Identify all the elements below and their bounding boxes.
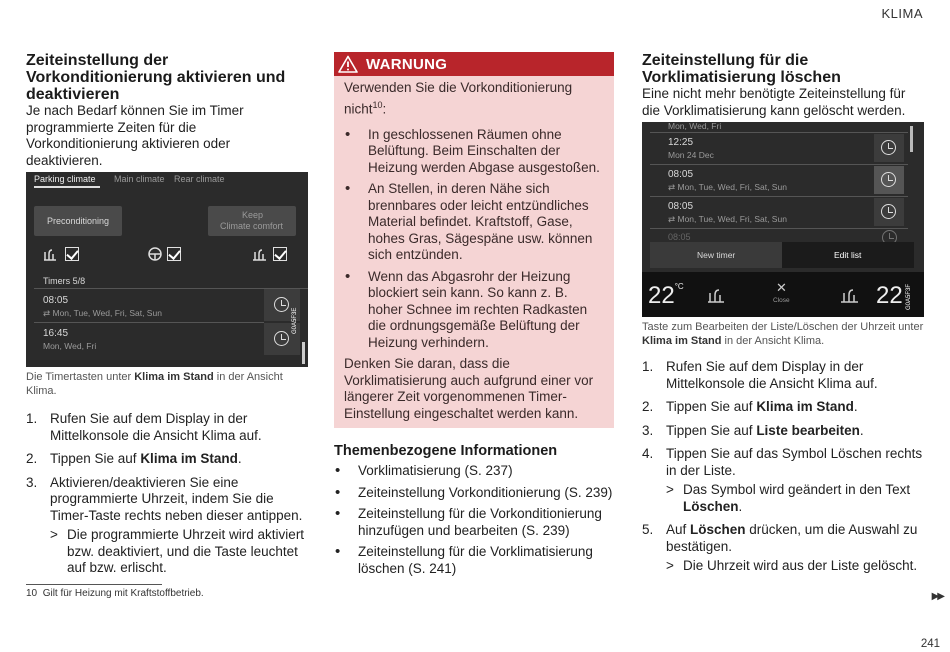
timers-count: Timers 5/8 <box>43 276 86 286</box>
warning-bullets <box>344 127 604 352</box>
rear-seat-heat-icon <box>838 286 862 304</box>
steps-list <box>26 411 308 577</box>
timer-clock-icon <box>881 140 896 155</box>
section-activate-timer <box>26 52 308 584</box>
image-caption: Taste zum Bearbeiten der Liste/Löschen der Uhrzeit unter Klima im Stand in der Ansicht Klima. <box>642 321 924 347</box>
row1-timer-button <box>874 134 904 162</box>
section-title: Zeiteinstellung der Vorkonditionierung aktivieren und deaktivieren <box>26 52 286 103</box>
image-caption: Die Timertasten unter Klima im Stand in der Ansicht Klima. <box>26 371 283 397</box>
climate-bar <box>642 272 924 317</box>
divider <box>650 132 908 133</box>
keep-climate-button <box>208 206 296 236</box>
warning-intro: Verwenden Sie die Vorkonditionierung nicht$^{10}$: <box>344 80 573 116</box>
related-link[interactable]: • Zeiteinstellung für die Vorkonditionierung hinzufügen und bearbeiten (S. 239) <box>334 506 614 539</box>
timer-list-screen-image <box>642 122 924 317</box>
checkbox-rear-seat-heat <box>273 247 287 261</box>
related-links <box>334 463 614 577</box>
row3-days: ⇄ Mon, Tue, Wed, Fri, Sat, Sun <box>668 214 787 224</box>
timer2-time: 16:45 <box>43 328 69 339</box>
timer2-days: Mon, Wed, Fri <box>43 341 97 351</box>
row4-time: 08:05 <box>668 232 691 242</box>
scrollbar <box>302 342 305 364</box>
step-result: > Die programmierte Uhrzeit wird aktiviert bzw. deaktiviert, und die Taste leuchtet auf bzw. erlischt. <box>50 527 305 575</box>
timer-clock-icon <box>881 204 896 219</box>
row2-timer-button <box>874 166 904 194</box>
steps-list <box>642 359 924 575</box>
warning-bullet: • An Stellen, in deren Nähe sich brennbares oder leicht entzündliches Material befindet. Kraftstoff, Gase, hohes Gras, Sägespäne usw. können sich entzünden. <box>344 181 604 264</box>
related-info <box>334 443 614 577</box>
footnote: 10 Gilt für Heizung mit Kraftstoffbetrieb. <box>26 588 204 599</box>
warning-header <box>334 52 614 76</box>
climate-screen-image <box>26 172 308 367</box>
chapter-title: KLIMA <box>881 6 923 21</box>
step-result: > Die Uhrzeit wird aus der Liste gelöscht. <box>666 558 918 573</box>
section-title: Zeiteinstellung für die Vorklimatisierung löschen <box>642 52 841 86</box>
close-icon: ✕ <box>776 280 787 295</box>
timer1-time: 08:05 <box>43 295 69 306</box>
keep-label: Keep <box>242 210 264 220</box>
divider <box>650 164 908 165</box>
temp-right: 22 <box>876 282 903 309</box>
warning-body <box>334 76 614 428</box>
checkbox-steering-heat <box>167 247 181 261</box>
close-label: Close <box>773 297 790 304</box>
image-code: G0A5F3F <box>906 283 912 310</box>
timer-clock-icon <box>274 331 289 346</box>
row3-timer-button <box>874 198 904 226</box>
step: 3. Tippen Sie auf Liste bearbeiten. <box>642 422 864 438</box>
preconditioning-button <box>34 206 122 236</box>
section-lead: Eine nicht mehr benötigte Zeiteinstellung für die Vorklimatisierung kann gelöscht werden. <box>642 86 906 118</box>
step: 1. Rufen Sie auf dem Display in der Mittelkonsole die Ansicht Klima auf. <box>26 411 262 443</box>
timer-clock-icon <box>274 297 289 312</box>
warning-title: WARNUNG <box>366 55 448 73</box>
divider <box>34 322 264 323</box>
warning-bullet: • In geschlossenen Räumen ohne Belüftung. Beim Einschalten der Heizung werden Abgase ausgestoßen. <box>344 127 604 177</box>
warning-outro: Denken Sie daran, dass die Vorklimatisierung auch aufgrund einer vor längerer Zeit vorgenommenen Timer-Einstellung eingeschaltet werden kann. <box>344 356 594 421</box>
edit-list-label: Edit list <box>834 250 862 260</box>
step: 5. Auf Löschen drücken, um die Auswahl zu bestätigen. > Die Uhrzeit wird aus der Liste gelöscht. <box>642 522 924 575</box>
step: 3. Aktivieren/deaktivieren Sie eine programmierte Uhrzeit, indem Sie die Timer-Taste rechts neben dieser antippen. > Die programmierte Uhrzeit wird aktiviert bzw. deaktiviert, und die Taste leuchtet auf bzw. erlischt. <box>26 475 308 577</box>
steering-heat-icon <box>146 246 164 262</box>
divider <box>650 196 908 197</box>
row2-days: ⇄ Mon, Tue, Wed, Fri, Sat, Sun <box>668 182 787 192</box>
edit-list-button <box>782 242 914 268</box>
divider <box>650 228 908 229</box>
step: 1. Rufen Sie auf dem Display in der Mittelkonsole die Ansicht Klima auf. <box>642 359 878 391</box>
row1-time: 12:25 <box>668 137 694 148</box>
tab-rear-climate: Rear climate <box>174 174 225 184</box>
new-timer-button <box>650 242 782 268</box>
scrollbar <box>910 126 913 152</box>
image-code: G0A5F3E <box>292 307 298 334</box>
step: 4. Tippen Sie auf das Symbol Löschen rechts in der Liste. > Das Symbol wird geändert in den Text Löschen. <box>642 446 923 514</box>
related-link[interactable]: • Vorklimatisierung (S. 237) <box>334 463 614 480</box>
warning-bullet: • Wenn das Abgasrohr der Heizung blockiert sein kann. So kann z. B. hoher Schnee im rechten Radkasten die ordnungsgemäße Belüftung der Heizung verhindern. <box>344 269 604 352</box>
temp-left: $22^{^\circ C}$ <box>648 282 684 309</box>
timer-clock-icon <box>881 172 896 187</box>
climate-comfort-label: Climate comfort <box>220 221 284 231</box>
row2-time: 08:05 <box>668 169 694 180</box>
section-lead: Je nach Bedarf können Sie im Timer programmierte Zeiten für die Vorkonditionierung aktivieren oder deaktivieren. <box>26 103 244 168</box>
footnote-rule <box>26 584 162 585</box>
row0-days: Mon, Wed, Fri <box>668 122 722 131</box>
rear-seat-heat-icon <box>250 246 268 262</box>
new-timer-label: New timer <box>697 250 736 260</box>
warning-triangle-icon <box>338 55 358 73</box>
related-title: Themenbezogene Informationen <box>334 443 558 459</box>
warning-box <box>334 52 614 428</box>
timer1-days: ⇄ Mon, Tue, Wed, Fri, Sat, Sun <box>43 308 162 318</box>
page-number: 241 <box>920 638 940 650</box>
seat-heat-icon <box>42 246 60 262</box>
warning-and-related <box>334 52 614 582</box>
step-result: > Das Symbol wird geändert in den Text Löschen. <box>666 482 911 514</box>
tab-parking-climate: Parking climate <box>34 174 96 184</box>
step: 2. Tippen Sie auf Klima im Stand. <box>26 451 242 466</box>
step: 2. Tippen Sie auf Klima im Stand. <box>642 399 858 414</box>
tab-main-climate: Main climate <box>114 174 165 184</box>
row3-time: 08:05 <box>668 201 694 212</box>
related-link[interactable]: • Zeiteinstellung für die Vorklimatisierung löschen (S. 241) <box>334 544 614 577</box>
seat-heat-icon <box>706 286 730 304</box>
row1-days: Mon 24 Dec <box>668 150 714 160</box>
tab-underline <box>34 186 100 188</box>
preconditioning-label: Preconditioning <box>47 216 110 226</box>
next-page-icon: ▶▶ <box>931 591 943 602</box>
related-link[interactable]: • Zeiteinstellung Vorkonditionierung (S. 239) <box>334 485 614 502</box>
section-delete-timer <box>642 52 924 582</box>
checkbox-seat-heat <box>65 247 79 261</box>
